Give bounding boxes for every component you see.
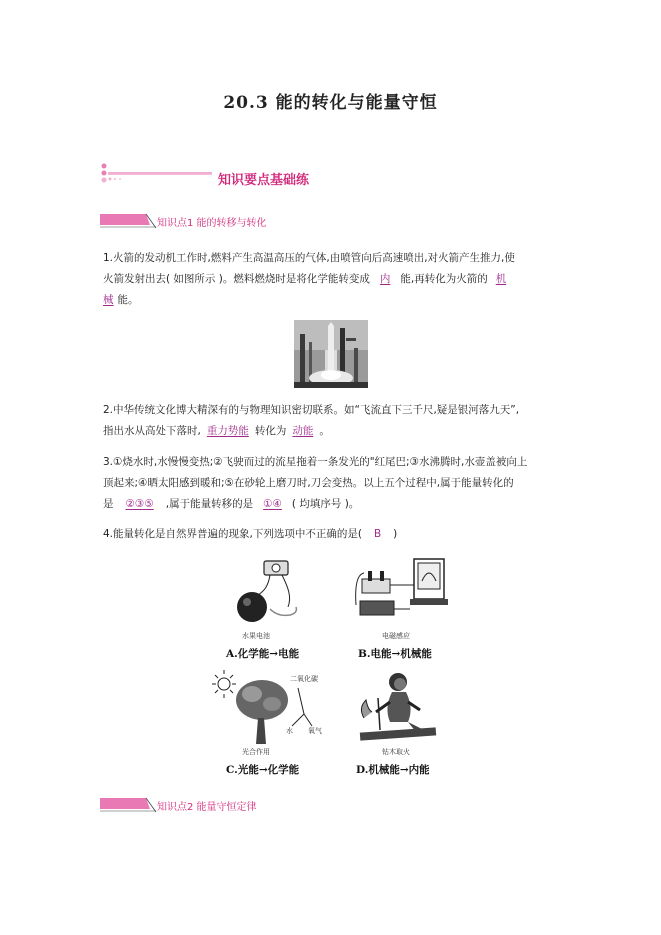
q4-text-b: ) (393, 528, 398, 540)
q1-answer-2b: 械 (103, 294, 114, 306)
knowledge-point-1-label: 知识点1 能的转移与转化 (157, 218, 267, 229)
q2-line1: 2.中华传统文化博大精深有的与物理知识密切联系。如“飞流直下三千尺,疑是银河落九天”, (103, 404, 520, 416)
q2-text-a: 指出水从高处下落时, (103, 425, 201, 437)
knowledge-point-2 (100, 796, 340, 816)
option-d-label: D.机械能→内能 (356, 764, 430, 776)
q1-text-a: 火箭发射出去( 如图所示 )。燃料燃烧时是将化学能转变成 (103, 273, 370, 285)
electromagnetic-induction-icon (352, 555, 452, 625)
option-b (350, 555, 460, 665)
q4-answer: B (373, 528, 382, 540)
option-c-caption: 光合作用 (242, 748, 270, 756)
q3-line2: 顶起来;④晒太阳感到暖和;⑤在砂轮上磨刀时,刀会变热。以上五个过程中,属于能量转化的 (103, 477, 514, 489)
q2-text-c: 。 (319, 425, 330, 437)
q3-text-c: ( 均填序号 )。 (291, 498, 360, 510)
q2-answer-2: 动能 (292, 425, 314, 437)
section-heading: 知识要点基础练 (218, 173, 310, 188)
question-3 (103, 452, 565, 515)
q3-answer-2: ①④ (263, 498, 282, 510)
question-1 (103, 248, 565, 311)
q1-text-c: 能。 (117, 294, 139, 306)
option-d (346, 668, 466, 780)
option-d-caption: 钻木取火 (382, 748, 410, 756)
rocket-icon (294, 320, 368, 388)
option-c-oxygen-label: 氧气 (308, 727, 322, 735)
option-b-label: B.电能→机械能 (358, 648, 432, 660)
question-2 (103, 400, 565, 442)
knowledge-point-1 (100, 212, 340, 232)
knowledge-tag-icon (100, 212, 158, 230)
question-4 (103, 524, 565, 545)
fruit-battery-icon (230, 557, 310, 625)
knowledge-tag-icon (100, 796, 158, 814)
option-a-caption: 水果电池 (242, 632, 270, 640)
q3-text-b: ,属于能量转移的是 (165, 498, 254, 510)
q3-text-a: 是 (103, 498, 114, 510)
option-b-caption: 电磁感应 (382, 632, 410, 640)
q2-text-b: 转化为 (254, 425, 287, 437)
rocket-launch-photo (294, 320, 368, 388)
option-c (212, 668, 342, 780)
q1-line2 (103, 269, 565, 290)
fire-drill-icon (354, 668, 440, 746)
q1-line1: 1.火箭的发动机工作时,燃料产生高温高压的气体,由喷管向后高速喷出,对火箭产生推力,使 (103, 252, 515, 264)
q2-answer-1: 重力势能 (206, 425, 249, 437)
q3-line1: 3.①烧水时,水慢慢变热;②飞驶而过的流星拖着一条发光的"红尾巴;③水沸腾时,水壶盖被向上 (103, 456, 528, 468)
option-c-label: C.光能→化学能 (226, 764, 300, 776)
page-title: 20.3 能的转化与能量守恒 (223, 93, 438, 113)
q3-line3 (103, 494, 565, 515)
knowledge-point-2-label: 知识点2 能量守恒定律 (157, 802, 257, 813)
option-a-label: A.化学能→电能 (226, 648, 300, 660)
q1-answer-2a: 机 (495, 273, 507, 285)
option-c-co2-label: 二氧化碳 (290, 675, 318, 683)
option-c-water-label: 水 (286, 727, 293, 735)
q1-line3 (103, 290, 565, 311)
q4-text-a: 4.能量转化是自然界普遍的现象,下列选项中不正确的是( (103, 528, 362, 540)
q2-line2 (103, 421, 565, 442)
q3-answer-1: ②③⑤ (125, 498, 154, 510)
q1-answer-1: 内 (379, 273, 391, 285)
q1-text-b: 能,再转化为火箭的 (400, 273, 488, 285)
option-a (222, 555, 332, 665)
